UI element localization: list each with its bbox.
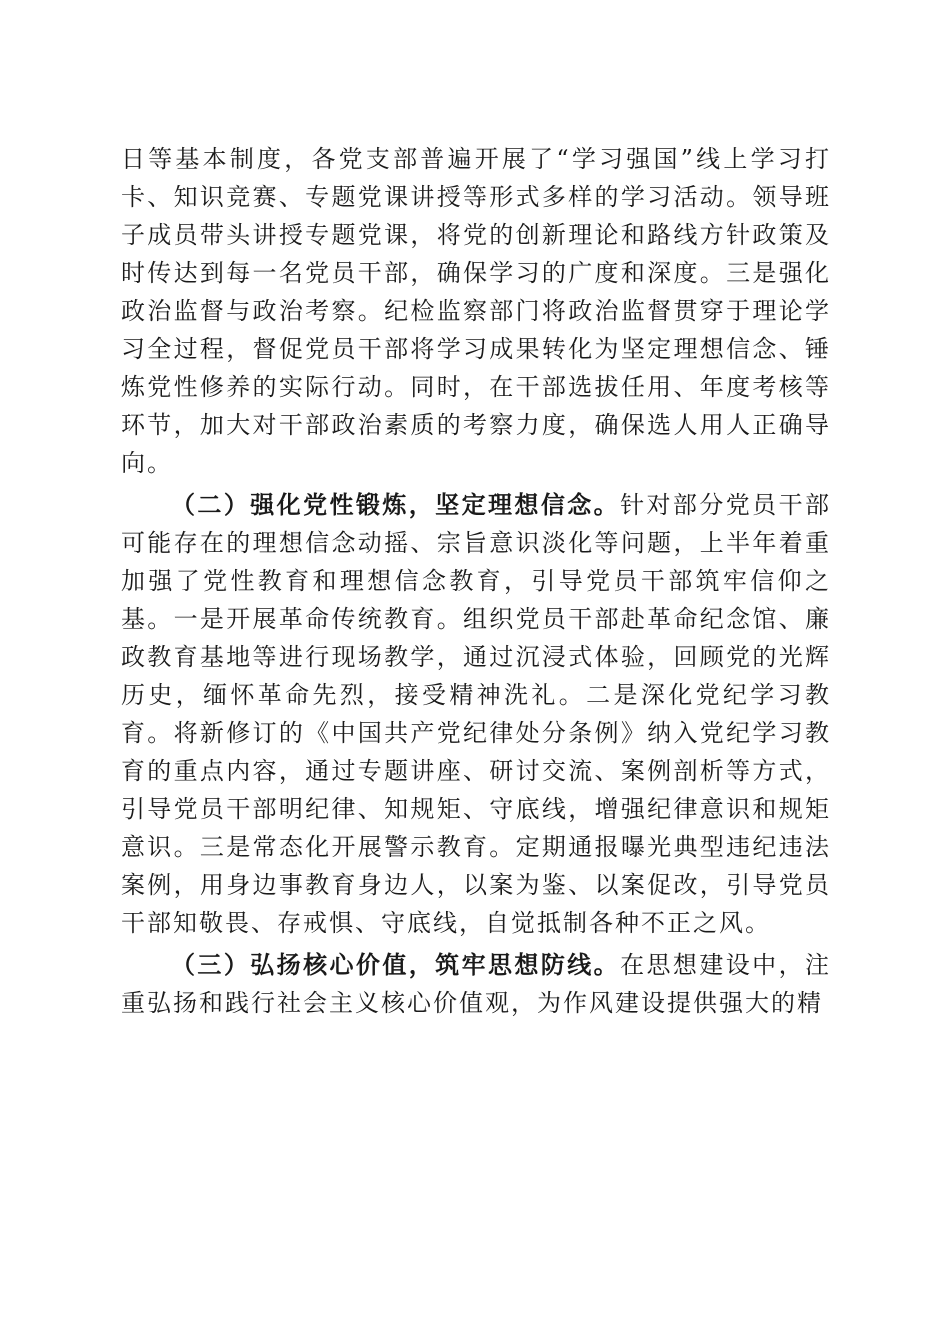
paragraph-section-2 <box>121 486 831 942</box>
section-heading: （三）弘扬核心价值，筑牢思想防线。 <box>171 950 621 979</box>
section-heading: （二）强化党性锻炼，坚定理想信念。 <box>171 490 621 519</box>
paragraph-section-3 <box>121 946 831 1022</box>
document-body <box>121 140 831 1026</box>
paragraph-text: 日等基本制度，各党支部普遍开展了“学习强国”线上学习打卡、知识竞赛、专题党课讲授等形式多样的学习活动。领导班子成员带头讲授专题党课，将党的创新理论和路线方针政策及时传达到每一名党员干部，确保学习的广度和深度。三是强化政治监督与政治考察。纪检监察部门将政治监督贯穿于理论学习全过程，督促党员干部将学习成果转化为坚定理想信念、锤炼党性修养的实际行动。同时，在干部选拔任用、年度考核等环节，加大对干部政治素质的考察力度，确保选人用人正确导向。 <box>121 145 831 477</box>
paragraph-continuation <box>121 140 831 482</box>
paragraph-text: 针对部分党员干部可能存在的理想信念动摇、宗旨意识淡化等问题，上半年着重加强了党性教育和理想信念教育，引导党员干部筑牢信仰之基。一是开展革命传统教育。组织党员干部赴革命纪念馆、廉政教育基地等进行现场教学，通过沉浸式体验，回顾党的光辉历史，缅怀革命先烈，接受精神洗礼。二是深化党纪学习教育。将新修订的《中国共产党纪律处分条例》纳入党纪学习教育的重点内容，通过专题讲座、研讨交流、案例剖析等方式，引导党员干部明纪律、知规矩、守底线，增强纪律意识和规矩意识。三是常态化开展警示教育。定期通报曝光典型违纪违法案例，用身边事教育身边人，以案为鉴、以案促改，引导党员干部知敬畏、存戒惧、守底线，自觉抵制各种不正之风。 <box>121 491 832 937</box>
paragraph-text: 在思想建设中，注重弘扬和践行社会主义核心价值观，为作风建设提供强大的精 <box>121 951 832 1017</box>
